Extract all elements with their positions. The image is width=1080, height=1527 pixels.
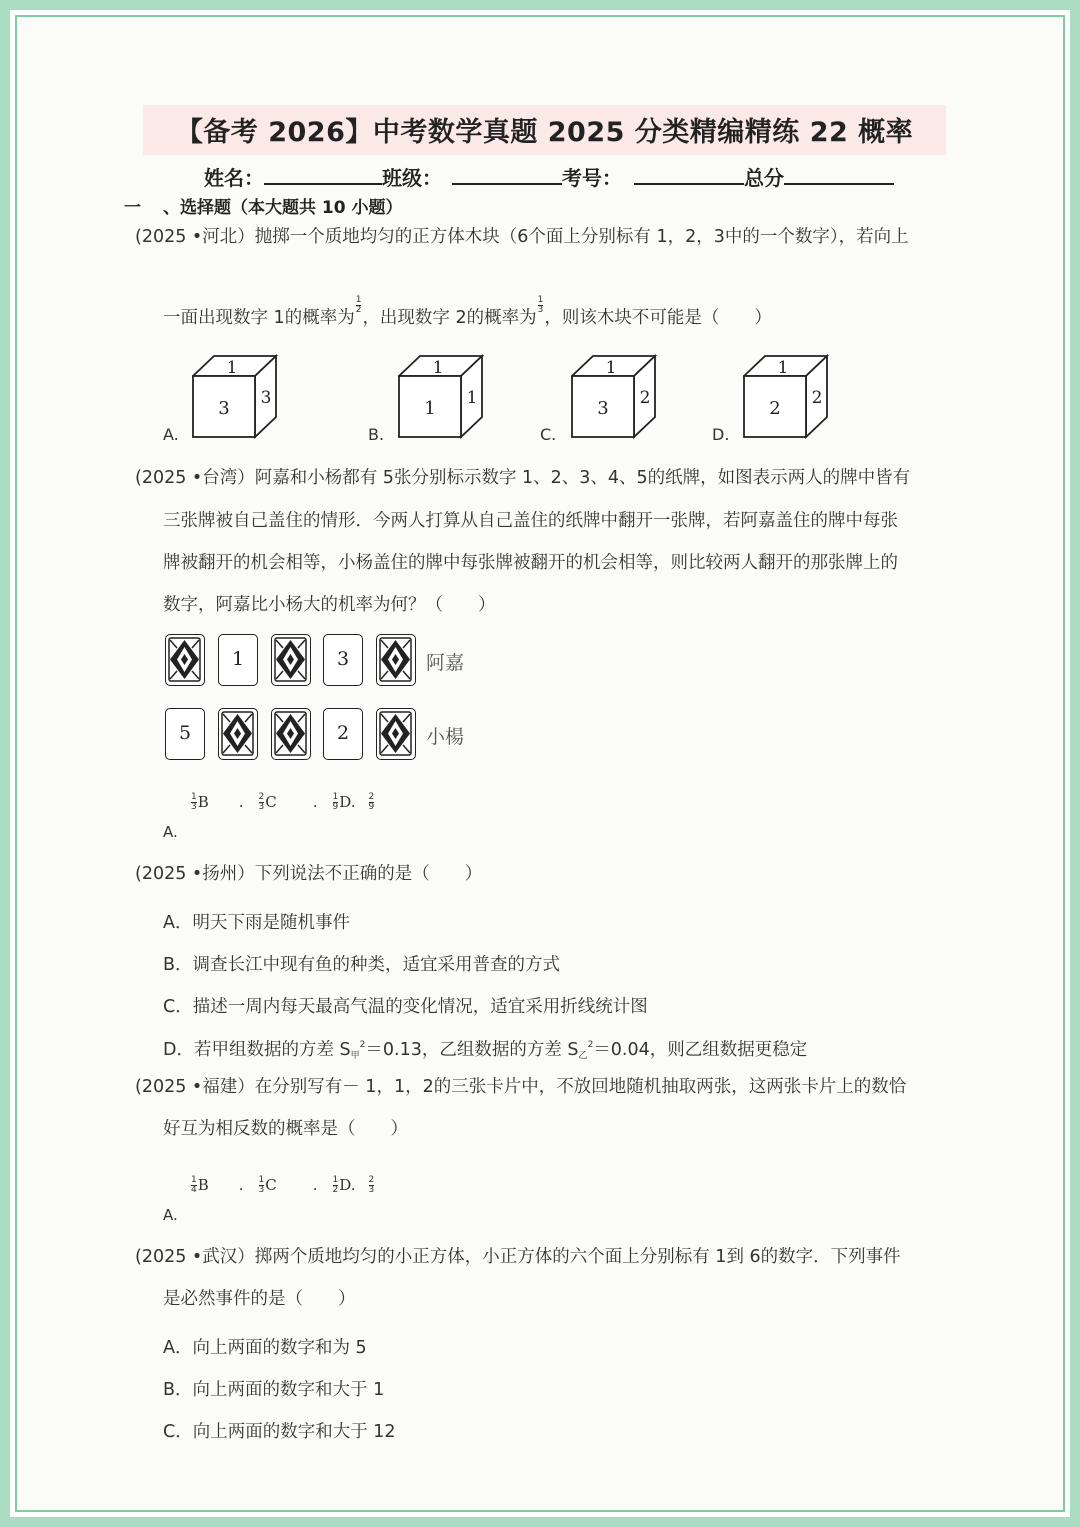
- card-number: 3: [336, 648, 350, 670]
- q5-line1: (2025 •武汉）掷两个质地均匀的小正方体，小正方体的六个面上分别标有 1到 6的数字．下列事件: [135, 1247, 901, 1267]
- card-face-down: [376, 708, 416, 760]
- section-dash: 一: [124, 198, 141, 218]
- q4-frac-d: $\frac{2}{3}$: [368, 1175, 375, 1195]
- q2-frac-b: $\frac{2}{3}$: [258, 792, 265, 812]
- student-info-row: [204, 162, 894, 191]
- card-face-up: [165, 708, 205, 760]
- cube-front-number: 3: [597, 398, 609, 419]
- cube-top-number: 1: [226, 358, 238, 378]
- q2-dot-2: .: [312, 793, 318, 811]
- cube-top-number: 1: [605, 358, 617, 378]
- cube-side-number: 2: [639, 388, 651, 408]
- card-face-down: [218, 708, 258, 760]
- q4-option-c: C: [265, 1176, 277, 1194]
- cube-figure: [398, 354, 488, 444]
- q1-frac1: $\frac{1}{2}$: [355, 295, 362, 315]
- name-label: 姓名：: [204, 166, 264, 190]
- q2-option-c: C: [265, 793, 277, 811]
- cube-figure: [192, 354, 282, 444]
- card-number: 1: [231, 648, 245, 670]
- section-label: 、选择题（本大题共 10 小题）: [163, 198, 403, 218]
- card-face-down: [165, 634, 205, 686]
- card-face-down: [376, 634, 416, 686]
- q4-option-d: D.: [339, 1176, 356, 1194]
- q1-option-label: D.: [712, 425, 730, 444]
- q3-option-b: B．调查长江中现有鱼的种类，适宜采用普查的方式: [163, 955, 561, 975]
- q2-frac-c: $\frac{1}{9}$: [332, 792, 339, 812]
- q1-option-label: A.: [163, 425, 179, 444]
- q4-line2: 好互为相反数的概率是（ ）: [163, 1119, 408, 1139]
- cube-top-number: 1: [777, 358, 789, 378]
- card-face-up: [323, 634, 363, 686]
- q5-line2: 是必然事件的是（ ）: [163, 1289, 356, 1309]
- q2-line3: 牌被翻开的机会相等，小杨盖住的牌中每张牌被翻开的机会相等，则比较两人翻开的那张牌上的: [163, 553, 898, 573]
- card-face-down: [271, 708, 311, 760]
- q1-option-label: B.: [368, 425, 385, 444]
- cube-figure: [743, 354, 833, 444]
- q1-line1: (2025 •河北）抛掷一个质地均匀的正方体木块（6个面上分别标有 1，2，3中的一个数字），若向上: [135, 227, 909, 247]
- card-face-up: [323, 708, 363, 760]
- q2-line1: (2025 •台湾）阿嘉和小杨都有 5张分别标示数字 1、2、3、4、5的纸牌，如图表示两人的牌中皆有: [135, 468, 911, 488]
- name-field[interactable]: [264, 163, 382, 185]
- score-label: 总分: [744, 166, 784, 190]
- q2-option-a-label: A.: [163, 823, 178, 841]
- card-face-down: [271, 634, 311, 686]
- cube-front-number: 1: [424, 398, 436, 419]
- q3-stem: (2025 •扬州）下列说法不正确的是（ ）: [135, 864, 483, 884]
- cube-top-number: 1: [432, 358, 444, 378]
- q4-frac-c: $\frac{1}{2}$: [332, 1175, 339, 1195]
- q2-dot-1: .: [238, 793, 244, 811]
- q4-frac-a: $\frac{1}{4}$: [191, 1175, 197, 1195]
- q2-frac-a: $\frac{1}{3}$: [191, 792, 197, 812]
- q3-option-c: C．描述一周内每天最高气温的变化情况，适宜采用折线统计图: [163, 997, 648, 1017]
- cube-side-number: 3: [260, 388, 272, 408]
- q4-option-b: B: [197, 1176, 209, 1194]
- q4-frac-b: $\frac{1}{3}$: [258, 1175, 265, 1195]
- cube-front-number: 3: [218, 398, 230, 419]
- class-field[interactable]: [452, 163, 562, 185]
- q2-option-b: B: [197, 793, 209, 811]
- q1-option-label: C.: [540, 425, 557, 444]
- q5-option-a: A．向上两面的数字和为 5: [163, 1338, 367, 1358]
- q1-frac2: $\frac{1}{3}$: [537, 295, 544, 315]
- q1-text-b: ，出现数字 2的概率为: [362, 308, 537, 328]
- q4-dot-2: .: [312, 1176, 318, 1194]
- id-field[interactable]: [634, 163, 744, 185]
- card-number: 5: [178, 722, 192, 744]
- cube-front-number: 2: [769, 398, 781, 419]
- section-heading: [124, 193, 403, 218]
- q2-option-d: D.: [339, 793, 356, 811]
- q5-option-c: C．向上两面的数字和大于 12: [163, 1422, 396, 1442]
- q3-option-d: D．若甲组数据的方差 S甲$^2$＝0.13，乙组数据的方差 S乙$^2$＝0.04，则乙组数据更稳定: [163, 1040, 808, 1061]
- q2-line2: 三张牌被自己盖住的情形．今两人打算从自己盖住的纸牌中翻开一张牌，若阿嘉盖住的牌中每张: [163, 511, 898, 531]
- class-label: 班级：: [382, 166, 442, 190]
- q4-option-a-label: A.: [163, 1206, 178, 1224]
- q1-text-c: ，则该木块不可能是（ ）: [544, 308, 772, 328]
- q2-line4: 数字，阿嘉比小杨大的机率为何？（ ）: [163, 595, 496, 615]
- cube-figure: [571, 354, 661, 444]
- id-label: 考号：: [562, 166, 622, 190]
- card-face-up: [218, 634, 258, 686]
- q1-text-a: 一面出现数字 1的概率为: [163, 308, 355, 328]
- card-number: 2: [336, 722, 350, 744]
- cube-side-number: 2: [811, 388, 823, 408]
- row1-name: 阿嘉: [426, 652, 465, 674]
- row2-name: 小楊: [426, 726, 465, 748]
- q4-options-row: [190, 1176, 375, 1195]
- cube-side-number: 1: [466, 388, 478, 408]
- q1-line2: [163, 296, 772, 328]
- q2-options-row: [190, 793, 375, 812]
- page-title: 【备考 2026】中考数学真题 2025 分类精编精练 22 概率: [175, 117, 914, 148]
- score-field[interactable]: [784, 163, 894, 185]
- q4-dot-1: .: [238, 1176, 244, 1194]
- q5-option-b: B．向上两面的数字和大于 1: [163, 1380, 385, 1400]
- q4-line1: (2025 •福建）在分别写有－ 1，1，2的三张卡片中，不放回地随机抽取两张，这两张卡片上的数恰: [135, 1077, 907, 1097]
- q2-frac-d: $\frac{2}{9}$: [368, 792, 375, 812]
- q3-option-a: A．明天下雨是随机事件: [163, 913, 350, 933]
